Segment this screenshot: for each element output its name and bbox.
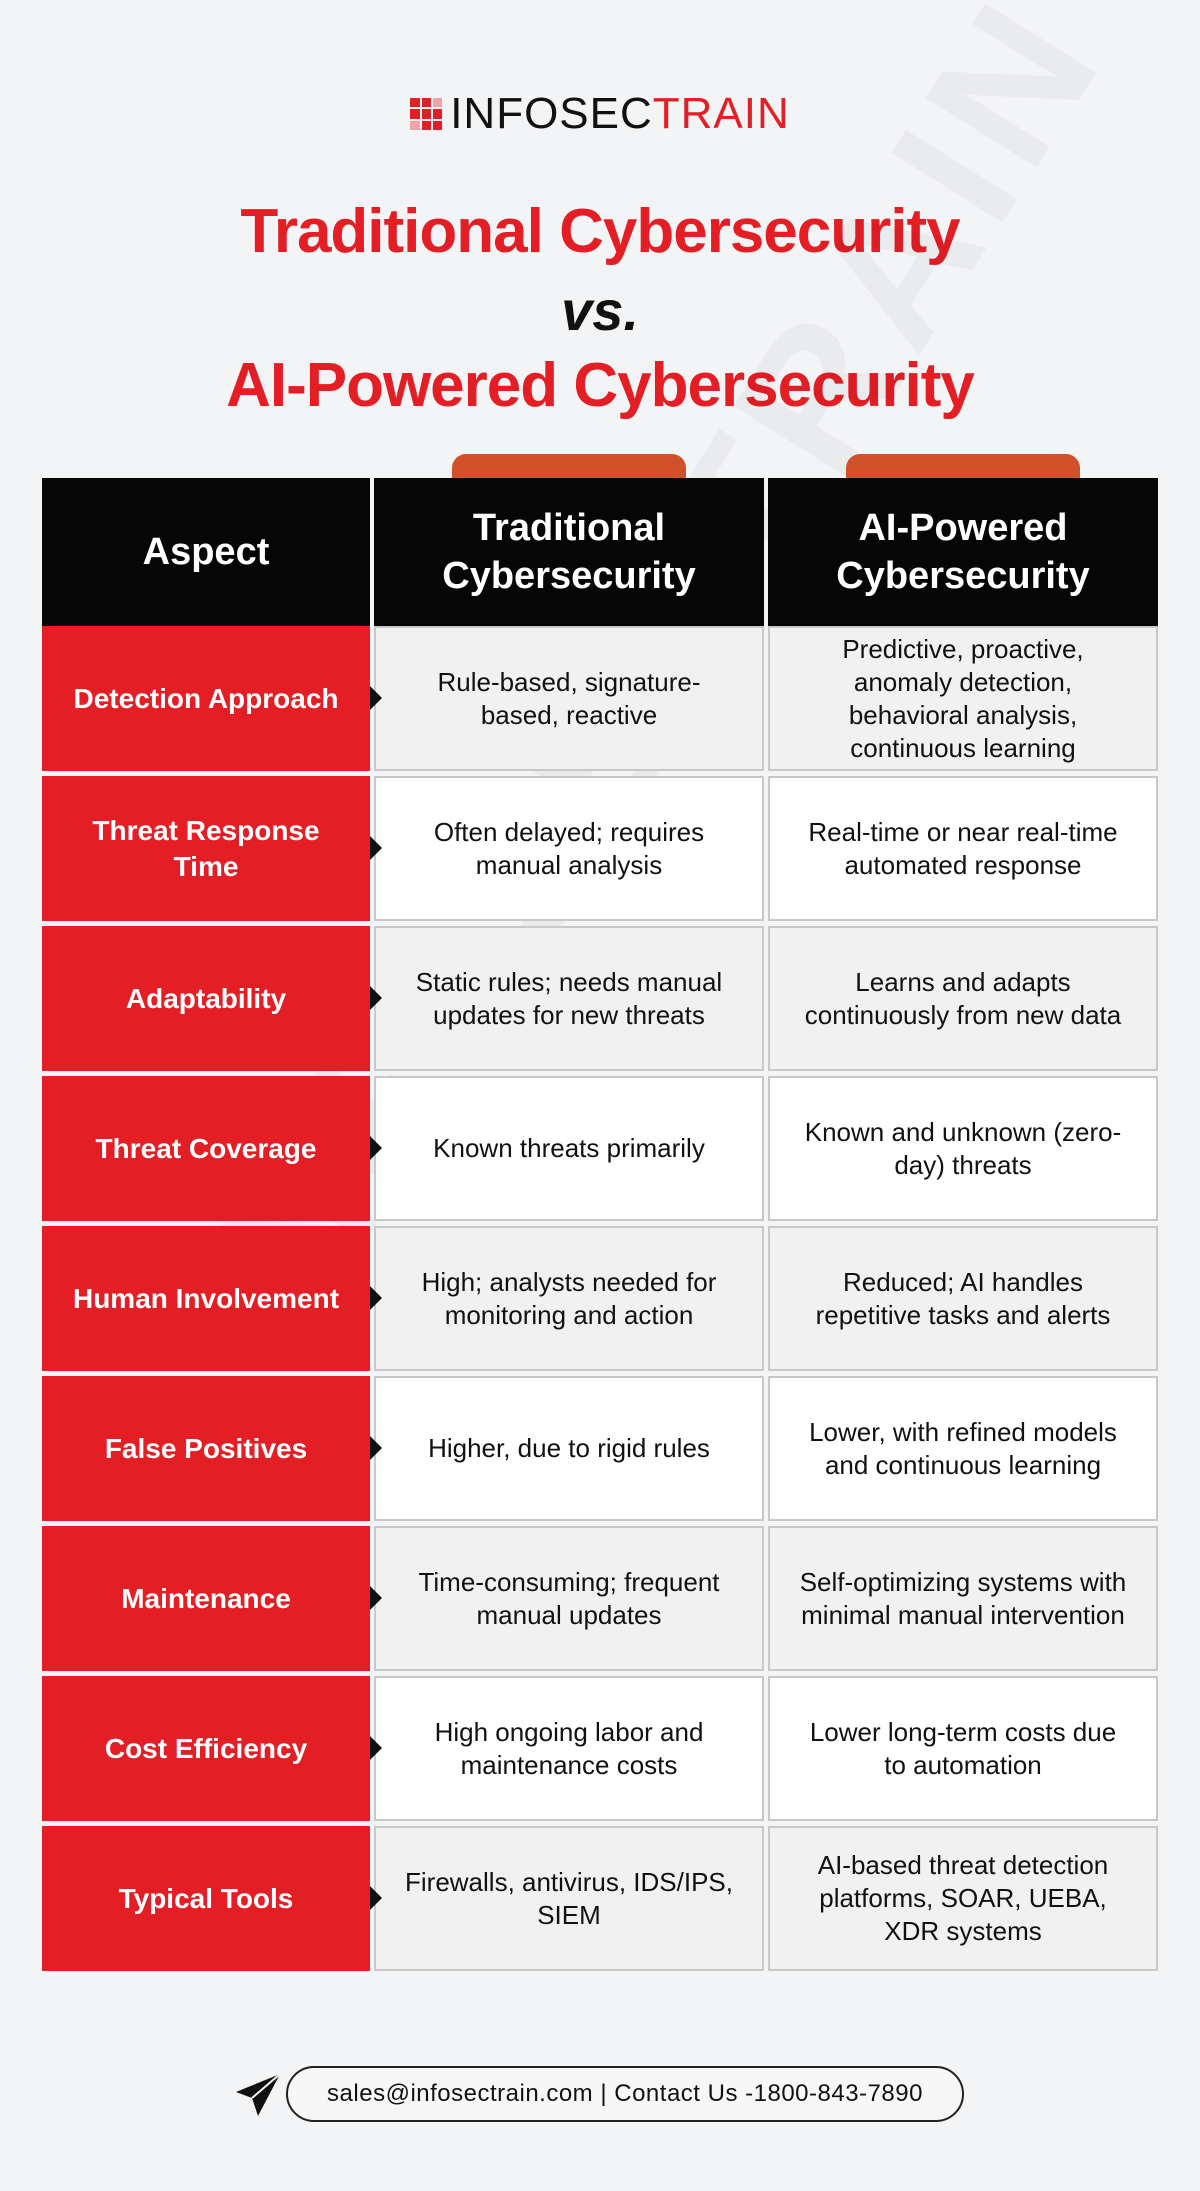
row-aspect: Cost Efficiency [42,1676,370,1821]
row-pointer-icon [370,1886,382,1910]
column-header-traditional [374,478,764,626]
column-header-ai-line2: Cybersecurity [836,555,1090,597]
row-traditional: Higher, due to rigid rules [374,1376,764,1521]
brand-logo [0,89,1200,138]
row-ai: Reduced; AI handles repetitive tasks and alerts [768,1226,1158,1371]
row-pointer-icon [370,1736,382,1760]
row-pointer-icon [370,1286,382,1310]
page-title-line2: AI-Powered Cybersecurity [226,351,974,420]
row-aspect: Maintenance [42,1526,370,1671]
row-traditional: High ongoing labor and maintenance costs [374,1676,764,1821]
row-pointer-icon [370,1586,382,1610]
row-traditional: High; analysts needed for monitoring and action [374,1226,764,1371]
row-traditional: Rule-based, signature-based, reactive [374,626,764,771]
row-aspect: Threat Coverage [42,1076,370,1221]
footer [0,2066,1200,2122]
column-header-ai-line1: AI-Powered [858,507,1068,549]
row-ai: Known and unknown (zero-day) threats [768,1076,1158,1221]
row-pointer-icon [370,986,382,1010]
logo-text-part2: TRAIN [652,89,790,138]
row-traditional: Known threats primarily [374,1076,764,1221]
row-ai: AI-based threat detection platforms, SOAR, UEBA, XDR systems [768,1826,1158,1971]
row-ai: Learns and adapts continuously from new data [768,926,1158,1071]
row-ai: Self-optimizing systems with minimal manual intervention [768,1526,1158,1671]
row-ai: Real-time or near real-time automated response [768,776,1158,921]
row-traditional: Time-consuming; frequent manual updates [374,1526,764,1671]
row-aspect: Typical Tools [42,1826,370,1971]
logo-text-part1: INFOSEC [450,89,653,138]
row-aspect: Adaptability [42,926,370,1071]
row-traditional: Static rules; needs manual updates for new threats [374,926,764,1071]
logo-text [450,89,790,138]
row-pointer-icon [370,1136,382,1160]
row-pointer-icon [370,1436,382,1460]
column-header-ai [768,478,1158,626]
row-traditional: Often delayed; requires manual analysis [374,776,764,921]
row-aspect: Detection Approach [42,626,370,771]
column-header-traditional-line2: Cybersecurity [442,555,696,597]
row-traditional: Firewalls, antivirus, IDS/IPS, SIEM [374,1826,764,1971]
row-aspect: Human Involvement [42,1226,370,1371]
paper-plane-icon [232,2070,284,2122]
row-aspect: False Positives [42,1376,370,1521]
logo-mark-icon [410,98,442,130]
row-pointer-icon [370,686,382,710]
row-ai: Lower, with refined models and continuous learning [768,1376,1158,1521]
row-ai: Predictive, proactive, anomaly detection, behavioral analysis, continuous learning [768,626,1158,771]
column-header-aspect: Aspect [42,478,370,626]
row-aspect: Threat Response Time [42,776,370,921]
page-title-line1: Traditional Cybersecurity [240,197,960,266]
page-title-vs: vs. [561,279,639,342]
column-header-traditional-line1: Traditional [472,507,666,549]
contact-info[interactable]: sales@infosectrain.com | Contact Us -1800-843-7890 [286,2066,964,2122]
row-pointer-icon [370,836,382,860]
row-ai: Lower long-term costs due to automation [768,1676,1158,1821]
